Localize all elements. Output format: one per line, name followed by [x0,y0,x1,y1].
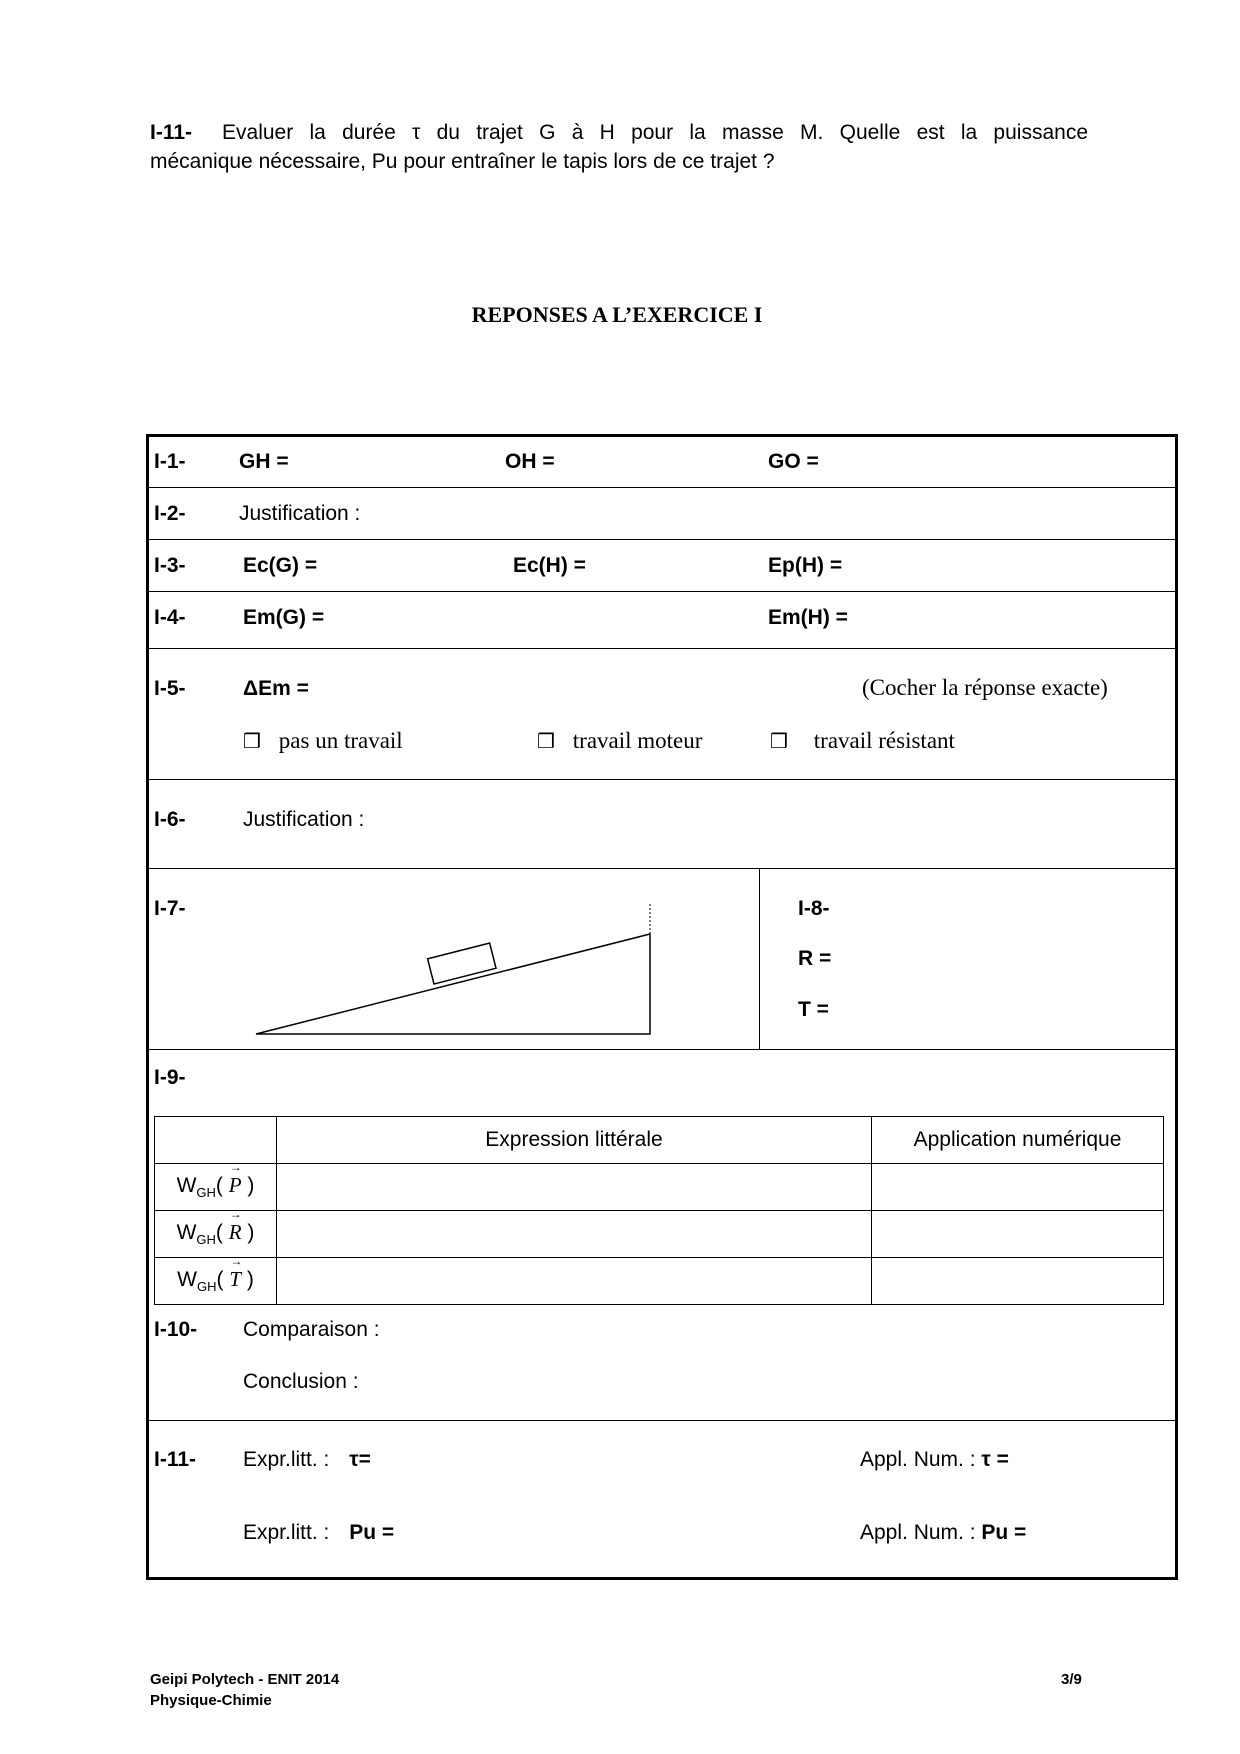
responses-title: REPONSES A L’EXERCICE I [471,302,763,327]
appl-label: Appl. Num. : [860,1521,976,1544]
check-instruction: (Cocher la réponse exacte) [862,675,1108,700]
expression-cell[interactable] [277,1164,872,1211]
row-divider [146,1049,1178,1050]
appl-pu-field[interactable] [860,1521,1026,1545]
t-field[interactable]: T = [798,998,829,1021]
expr-tau-field[interactable] [243,1448,371,1472]
justification-i2-field[interactable]: Justification : [239,502,361,525]
appl-tau-field[interactable] [860,1448,1009,1472]
inclined-plane-diagram[interactable] [250,900,660,1040]
label-i7: I-7- [154,897,186,920]
label-i4: I-4- [154,606,186,629]
option-label: travail moteur [572,728,703,753]
checkbox-icon[interactable]: ❒ [537,729,555,753]
delta-em-field[interactable]: ΔEm = [243,677,309,700]
justification-i6-field[interactable]: Justification : [243,808,365,831]
row-divider [146,779,1178,780]
ec-g-field[interactable]: Ec(G) = [243,554,318,577]
option-pas-un-travail[interactable] [243,728,403,754]
option-label: pas un travail [278,728,403,753]
label-i3: I-3- [154,554,186,577]
table-row [155,1164,1164,1211]
table-header-expression: Expression littérale [277,1117,872,1164]
label-i9: I-9- [154,1066,186,1089]
application-cell[interactable] [872,1164,1164,1211]
work-label-p: $W_{GH}( \to P$ ) [155,1164,277,1211]
question-number: I-11- [150,121,193,144]
pu-equation: Pu = [349,1521,395,1544]
row-divider [146,487,1178,488]
label-i8: I-8- [798,897,830,920]
row-divider [146,539,1178,540]
work-label-t: $W_{GH}( \to T$ ) [155,1258,277,1305]
table-row [155,1258,1164,1305]
row-divider [146,868,1178,869]
appl-tau-equation: τ = [981,1448,1009,1471]
application-cell[interactable] [872,1258,1164,1305]
ec-h-field[interactable]: Ec(H) = [513,554,586,577]
ep-h-field[interactable]: Ep(H) = [768,554,843,577]
table-header-empty [155,1117,277,1164]
application-cell[interactable] [872,1211,1164,1258]
question-line-1: Evaluer la durée τ du trajet G à H pour la masse M. Quelle est la puissance [222,121,1088,144]
question-text [150,118,1088,176]
row-divider [146,648,1178,649]
page-number: 3/9 [1061,1671,1082,1688]
row-divider [146,591,1178,592]
expression-cell[interactable] [277,1211,872,1258]
table-header-application: Application numérique [872,1117,1164,1164]
comparaison-field[interactable]: Comparaison : [243,1318,380,1341]
label-i1: I-1- [154,450,186,473]
column-divider [759,868,760,1049]
expr-label: Expr.litt. : [243,1521,330,1544]
option-travail-resistant[interactable] [770,728,955,754]
label-i6: I-6- [154,808,186,831]
go-field[interactable]: GO = [768,450,819,473]
row-divider [146,1420,1178,1421]
expr-label: Expr.litt. : [243,1448,330,1471]
option-travail-moteur[interactable] [537,728,702,754]
em-g-field[interactable]: Em(G) = [243,606,325,629]
work-label-r: $W_{GH}( \to R$ ) [155,1211,277,1258]
appl-label: Appl. Num. : [860,1448,976,1471]
footer-subject: Physique-Chimie [150,1692,272,1709]
checkbox-icon[interactable]: ❒ [243,729,261,753]
expr-pu-field[interactable] [243,1521,394,1545]
gh-field[interactable]: GH = [239,450,289,473]
oh-field[interactable]: OH = [505,450,555,473]
footer-institution: Geipi Polytech - ENIT 2014 [150,1671,340,1688]
question-line-2: mécanique nécessaire, Pu pour entraîner le tapis lors de ce trajet ? [150,150,775,173]
work-table [154,1116,1164,1305]
conclusion-field[interactable]: Conclusion : [243,1370,359,1393]
r-field[interactable]: R = [798,947,832,970]
table-header-row [155,1117,1164,1164]
mass-block [428,943,496,984]
label-i11: I-11- [154,1448,197,1471]
appl-pu-equation: Pu = [981,1521,1027,1544]
incline-triangle [256,934,650,1034]
label-i10: I-10- [154,1318,198,1341]
label-i2: I-2- [154,502,186,525]
label-i5: I-5- [154,677,186,700]
checkbox-icon[interactable]: ❒ [770,729,788,753]
em-h-field[interactable]: Em(H) = [768,606,848,629]
option-label: travail résistant [813,728,955,753]
tau-equation: τ= [349,1448,371,1471]
table-row [155,1211,1164,1258]
expression-cell[interactable] [277,1258,872,1305]
